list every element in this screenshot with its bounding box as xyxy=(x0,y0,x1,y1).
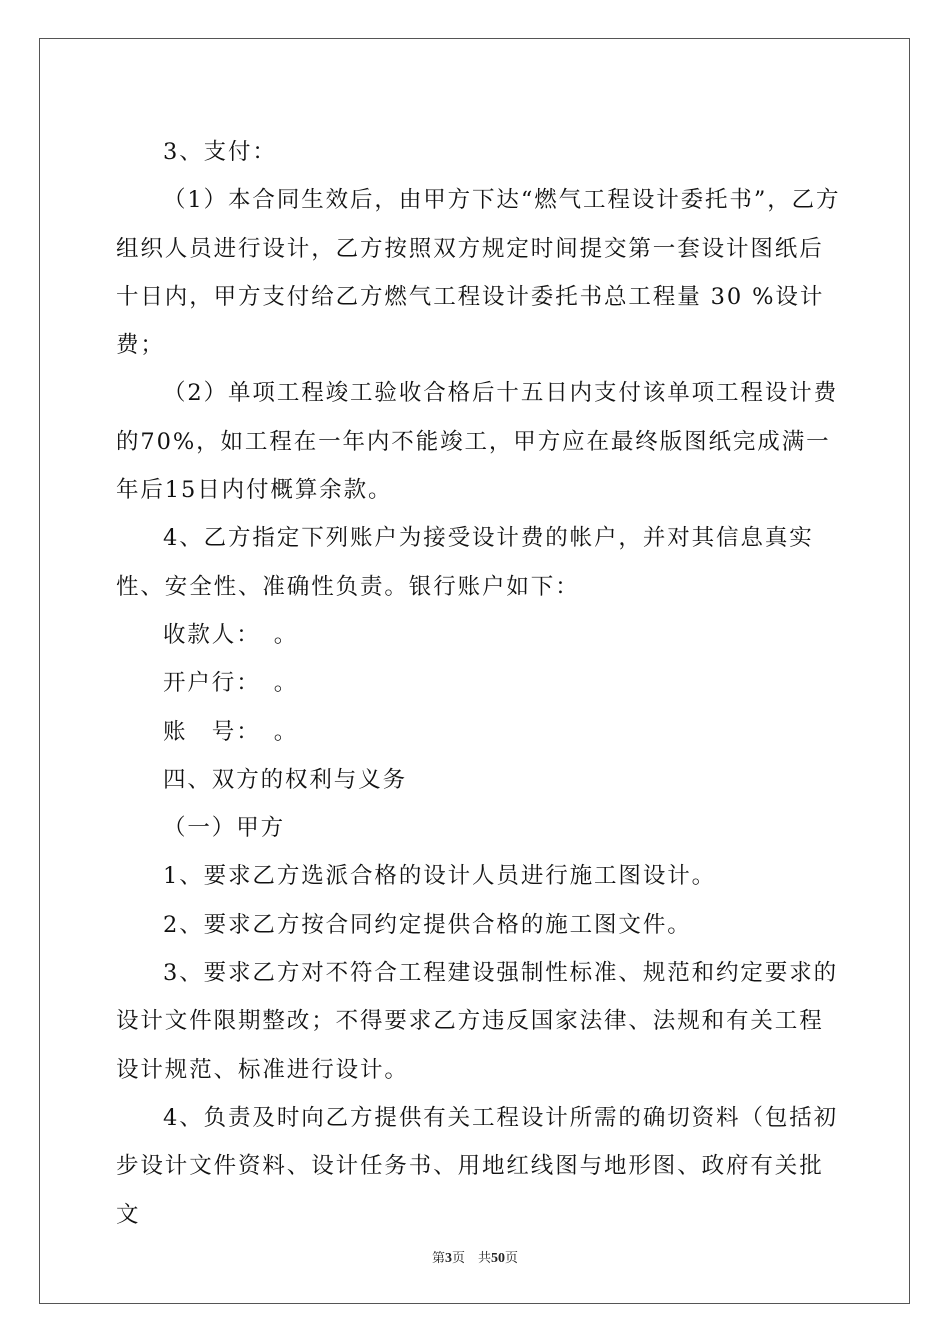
subsection-heading-party-a: （一）甲方 xyxy=(163,815,286,842)
paragraph-item-1: 1、要求乙方选派合格的设计人员进行施工图设计。 xyxy=(163,863,717,890)
paragraph-bank-account: 4、乙方指定下列账户为接受设计费的帐户，并对其信息真实性、安全性、准确性负责。银行账户如下： xyxy=(116,525,814,600)
footer-prefix: 第 xyxy=(431,1251,445,1266)
paragraph-payment-heading: 3、支付： xyxy=(163,139,277,165)
document-body xyxy=(116,128,846,1239)
footer-total-pages: 50 xyxy=(491,1251,505,1266)
paragraph-payment-2: （2）单项工程竣工验收合格后十五日内支付该单项工程设计费的70%，如工程在一年内不能竣工，甲方应在最终版图纸完成满一年后15日内付概算余款。 xyxy=(116,380,839,504)
page-footer xyxy=(0,1247,950,1267)
paragraph-account-number: 账 号： 。 xyxy=(163,718,299,745)
paragraph-payee: 收款人： 。 xyxy=(163,621,299,648)
footer-suffix: 页 xyxy=(505,1251,519,1266)
footer-mid: 页 共 xyxy=(451,1251,491,1266)
paragraph-bank: 开户行： 。 xyxy=(163,670,299,697)
paragraph-item-2: 2、要求乙方按合同约定提供合格的施工图文件。 xyxy=(163,911,692,938)
paragraph-item-3: 3、要求乙方对不符合工程建设强制性标准、规范和约定要求的设计文件限期整改；不得要求乙方违反国家法律、法规和有关工程设计规范、标准进行设计。 xyxy=(116,960,839,1083)
paragraph-item-4: 4、负责及时向乙方提供有关工程设计所需的确切资料（包括初步设计文件资料、设计任务书、用地红线图与地形图、政府有关批文 xyxy=(116,1104,839,1228)
footer-page-number: 3 xyxy=(444,1251,452,1266)
section-heading-rights: 四、双方的权利与义务 xyxy=(163,766,408,793)
paragraph-payment-1: （1）本合同生效后，由甲方下达“燃气工程设计委托书”，乙方组织人员进行设计，乙方按照双方规定时间提交第一套设计图纸后十日内，甲方支付给乙方燃气工程设计委托书总工程量 30 %设计费； xyxy=(116,187,841,359)
